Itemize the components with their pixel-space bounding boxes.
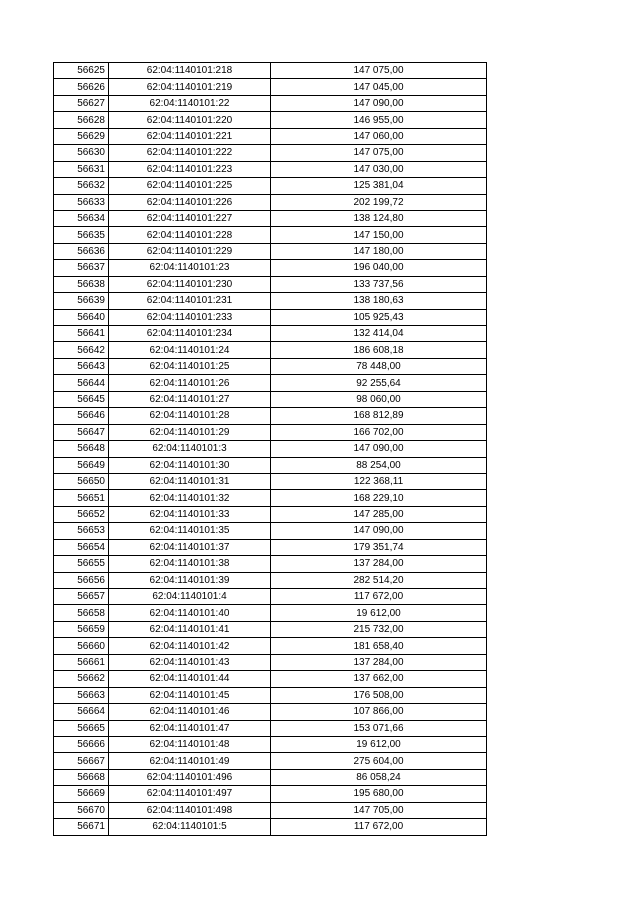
table-row xyxy=(54,753,487,769)
cadastral-number-cell: 62:04:1140101:24 xyxy=(109,342,271,358)
cadastral-number-cell: 62:04:1140101:39 xyxy=(109,572,271,588)
value-cell: 147 075,00 xyxy=(271,145,487,161)
row-number-cell: 56661 xyxy=(54,654,109,670)
value-cell: 137 662,00 xyxy=(271,671,487,687)
value-cell: 107 866,00 xyxy=(271,704,487,720)
table-row xyxy=(54,473,487,489)
row-number-cell: 56656 xyxy=(54,572,109,588)
table-row xyxy=(54,621,487,637)
value-cell: 186 608,18 xyxy=(271,342,487,358)
row-number-cell: 56631 xyxy=(54,161,109,177)
cadastral-number-cell: 62:04:1140101:4 xyxy=(109,589,271,605)
row-number-cell: 56668 xyxy=(54,769,109,785)
value-cell: 98 060,00 xyxy=(271,391,487,407)
cadastral-number-cell: 62:04:1140101:218 xyxy=(109,63,271,79)
table-row xyxy=(54,342,487,358)
row-number-cell: 56654 xyxy=(54,539,109,555)
row-number-cell: 56625 xyxy=(54,63,109,79)
row-number-cell: 56655 xyxy=(54,556,109,572)
table-row xyxy=(54,523,487,539)
cadastral-number-cell: 62:04:1140101:27 xyxy=(109,391,271,407)
cadastral-number-cell: 62:04:1140101:23 xyxy=(109,260,271,276)
table-row xyxy=(54,638,487,654)
value-cell: 133 737,56 xyxy=(271,276,487,292)
value-cell: 117 672,00 xyxy=(271,589,487,605)
value-cell: 78 448,00 xyxy=(271,358,487,374)
row-number-cell: 56663 xyxy=(54,687,109,703)
cadastral-number-cell: 62:04:1140101:223 xyxy=(109,161,271,177)
row-number-cell: 56630 xyxy=(54,145,109,161)
value-cell: 147 090,00 xyxy=(271,95,487,111)
cadastral-value-table xyxy=(53,62,487,836)
row-number-cell: 56667 xyxy=(54,753,109,769)
value-cell: 179 351,74 xyxy=(271,539,487,555)
cadastral-number-cell: 62:04:1140101:29 xyxy=(109,424,271,440)
row-number-cell: 56632 xyxy=(54,178,109,194)
value-cell: 176 508,00 xyxy=(271,687,487,703)
row-number-cell: 56626 xyxy=(54,79,109,95)
value-cell: 147 180,00 xyxy=(271,243,487,259)
row-number-cell: 56646 xyxy=(54,408,109,424)
row-number-cell: 56628 xyxy=(54,112,109,128)
value-cell: 88 254,00 xyxy=(271,457,487,473)
table-row xyxy=(54,95,487,111)
table-row xyxy=(54,243,487,259)
row-number-cell: 56669 xyxy=(54,786,109,802)
table-row xyxy=(54,424,487,440)
value-cell: 147 705,00 xyxy=(271,802,487,818)
cadastral-number-cell: 62:04:1140101:228 xyxy=(109,227,271,243)
row-number-cell: 56657 xyxy=(54,589,109,605)
table-row xyxy=(54,802,487,818)
table-row xyxy=(54,227,487,243)
row-number-cell: 56644 xyxy=(54,375,109,391)
cadastral-number-cell: 62:04:1140101:42 xyxy=(109,638,271,654)
table-row xyxy=(54,704,487,720)
row-number-cell: 56629 xyxy=(54,128,109,144)
value-cell: 196 040,00 xyxy=(271,260,487,276)
table-row xyxy=(54,63,487,79)
value-cell: 122 368,11 xyxy=(271,473,487,489)
value-cell: 147 030,00 xyxy=(271,161,487,177)
table-row xyxy=(54,605,487,621)
table-row xyxy=(54,358,487,374)
cadastral-number-cell: 62:04:1140101:220 xyxy=(109,112,271,128)
table-row xyxy=(54,178,487,194)
value-cell: 147 045,00 xyxy=(271,79,487,95)
table-body xyxy=(54,63,487,836)
row-number-cell: 56658 xyxy=(54,605,109,621)
table-row xyxy=(54,769,487,785)
cadastral-number-cell: 62:04:1140101:32 xyxy=(109,490,271,506)
cadastral-number-cell: 62:04:1140101:227 xyxy=(109,210,271,226)
cadastral-number-cell: 62:04:1140101:230 xyxy=(109,276,271,292)
value-cell: 202 199,72 xyxy=(271,194,487,210)
row-number-cell: 56651 xyxy=(54,490,109,506)
table-row xyxy=(54,819,487,835)
table-row xyxy=(54,408,487,424)
table-row xyxy=(54,671,487,687)
value-cell: 105 925,43 xyxy=(271,309,487,325)
table-row xyxy=(54,687,487,703)
document-sheet xyxy=(53,62,486,836)
table-row xyxy=(54,654,487,670)
cadastral-number-cell: 62:04:1140101:5 xyxy=(109,819,271,835)
table-row xyxy=(54,572,487,588)
cadastral-number-cell: 62:04:1140101:3 xyxy=(109,441,271,457)
cadastral-number-cell: 62:04:1140101:43 xyxy=(109,654,271,670)
value-cell: 153 071,66 xyxy=(271,720,487,736)
cadastral-number-cell: 62:04:1140101:31 xyxy=(109,473,271,489)
row-number-cell: 56664 xyxy=(54,704,109,720)
cadastral-number-cell: 62:04:1140101:25 xyxy=(109,358,271,374)
row-number-cell: 56647 xyxy=(54,424,109,440)
value-cell: 19 612,00 xyxy=(271,605,487,621)
value-cell: 147 285,00 xyxy=(271,506,487,522)
row-number-cell: 56637 xyxy=(54,260,109,276)
row-number-cell: 56653 xyxy=(54,523,109,539)
table-row xyxy=(54,260,487,276)
value-cell: 147 090,00 xyxy=(271,441,487,457)
value-cell: 168 812,89 xyxy=(271,408,487,424)
value-cell: 282 514,20 xyxy=(271,572,487,588)
row-number-cell: 56665 xyxy=(54,720,109,736)
table-row xyxy=(54,112,487,128)
row-number-cell: 56652 xyxy=(54,506,109,522)
table-row xyxy=(54,210,487,226)
value-cell: 138 124,80 xyxy=(271,210,487,226)
value-cell: 275 604,00 xyxy=(271,753,487,769)
cadastral-number-cell: 62:04:1140101:33 xyxy=(109,506,271,522)
table-row xyxy=(54,556,487,572)
cadastral-number-cell: 62:04:1140101:229 xyxy=(109,243,271,259)
row-number-cell: 56643 xyxy=(54,358,109,374)
cadastral-number-cell: 62:04:1140101:35 xyxy=(109,523,271,539)
value-cell: 147 150,00 xyxy=(271,227,487,243)
cadastral-number-cell: 62:04:1140101:28 xyxy=(109,408,271,424)
row-number-cell: 56648 xyxy=(54,441,109,457)
cadastral-number-cell: 62:04:1140101:233 xyxy=(109,309,271,325)
table-row xyxy=(54,293,487,309)
value-cell: 166 702,00 xyxy=(271,424,487,440)
cadastral-number-cell: 62:04:1140101:497 xyxy=(109,786,271,802)
cadastral-number-cell: 62:04:1140101:37 xyxy=(109,539,271,555)
row-number-cell: 56666 xyxy=(54,736,109,752)
value-cell: 146 955,00 xyxy=(271,112,487,128)
value-cell: 168 229,10 xyxy=(271,490,487,506)
row-number-cell: 56627 xyxy=(54,95,109,111)
cadastral-number-cell: 62:04:1140101:496 xyxy=(109,769,271,785)
value-cell: 181 658,40 xyxy=(271,638,487,654)
table-row xyxy=(54,490,487,506)
row-number-cell: 56635 xyxy=(54,227,109,243)
table-row xyxy=(54,145,487,161)
value-cell: 125 381,04 xyxy=(271,178,487,194)
row-number-cell: 56649 xyxy=(54,457,109,473)
table-row xyxy=(54,506,487,522)
value-cell: 19 612,00 xyxy=(271,736,487,752)
table-row xyxy=(54,326,487,342)
value-cell: 137 284,00 xyxy=(271,556,487,572)
cadastral-number-cell: 62:04:1140101:38 xyxy=(109,556,271,572)
cadastral-number-cell: 62:04:1140101:45 xyxy=(109,687,271,703)
cadastral-number-cell: 62:04:1140101:48 xyxy=(109,736,271,752)
row-number-cell: 56636 xyxy=(54,243,109,259)
table-row xyxy=(54,276,487,292)
cadastral-number-cell: 62:04:1140101:41 xyxy=(109,621,271,637)
row-number-cell: 56638 xyxy=(54,276,109,292)
value-cell: 147 075,00 xyxy=(271,63,487,79)
cadastral-number-cell: 62:04:1140101:30 xyxy=(109,457,271,473)
table-row xyxy=(54,786,487,802)
cadastral-number-cell: 62:04:1140101:226 xyxy=(109,194,271,210)
cadastral-number-cell: 62:04:1140101:498 xyxy=(109,802,271,818)
row-number-cell: 56662 xyxy=(54,671,109,687)
cadastral-number-cell: 62:04:1140101:225 xyxy=(109,178,271,194)
row-number-cell: 56639 xyxy=(54,293,109,309)
table-row xyxy=(54,128,487,144)
value-cell: 215 732,00 xyxy=(271,621,487,637)
cadastral-number-cell: 62:04:1140101:40 xyxy=(109,605,271,621)
table-row xyxy=(54,79,487,95)
table-row xyxy=(54,457,487,473)
value-cell: 117 672,00 xyxy=(271,819,487,835)
cadastral-number-cell: 62:04:1140101:26 xyxy=(109,375,271,391)
value-cell: 195 680,00 xyxy=(271,786,487,802)
value-cell: 92 255,64 xyxy=(271,375,487,391)
table-row xyxy=(54,375,487,391)
table-row xyxy=(54,736,487,752)
table-row xyxy=(54,589,487,605)
value-cell: 138 180,63 xyxy=(271,293,487,309)
cadastral-number-cell: 62:04:1140101:231 xyxy=(109,293,271,309)
value-cell: 147 090,00 xyxy=(271,523,487,539)
value-cell: 147 060,00 xyxy=(271,128,487,144)
cadastral-number-cell: 62:04:1140101:47 xyxy=(109,720,271,736)
value-cell: 86 058,24 xyxy=(271,769,487,785)
table-row xyxy=(54,720,487,736)
row-number-cell: 56660 xyxy=(54,638,109,654)
table-row xyxy=(54,309,487,325)
cadastral-number-cell: 62:04:1140101:234 xyxy=(109,326,271,342)
table-row xyxy=(54,161,487,177)
row-number-cell: 56650 xyxy=(54,473,109,489)
row-number-cell: 56642 xyxy=(54,342,109,358)
cadastral-number-cell: 62:04:1140101:219 xyxy=(109,79,271,95)
row-number-cell: 56641 xyxy=(54,326,109,342)
cadastral-number-cell: 62:04:1140101:46 xyxy=(109,704,271,720)
row-number-cell: 56671 xyxy=(54,819,109,835)
row-number-cell: 56645 xyxy=(54,391,109,407)
row-number-cell: 56640 xyxy=(54,309,109,325)
cadastral-number-cell: 62:04:1140101:22 xyxy=(109,95,271,111)
row-number-cell: 56659 xyxy=(54,621,109,637)
cadastral-number-cell: 62:04:1140101:44 xyxy=(109,671,271,687)
row-number-cell: 56670 xyxy=(54,802,109,818)
value-cell: 137 284,00 xyxy=(271,654,487,670)
table-row xyxy=(54,539,487,555)
table-row xyxy=(54,391,487,407)
row-number-cell: 56634 xyxy=(54,210,109,226)
table-row xyxy=(54,441,487,457)
value-cell: 132 414,04 xyxy=(271,326,487,342)
cadastral-number-cell: 62:04:1140101:221 xyxy=(109,128,271,144)
cadastral-number-cell: 62:04:1140101:222 xyxy=(109,145,271,161)
row-number-cell: 56633 xyxy=(54,194,109,210)
table-row xyxy=(54,194,487,210)
cadastral-number-cell: 62:04:1140101:49 xyxy=(109,753,271,769)
